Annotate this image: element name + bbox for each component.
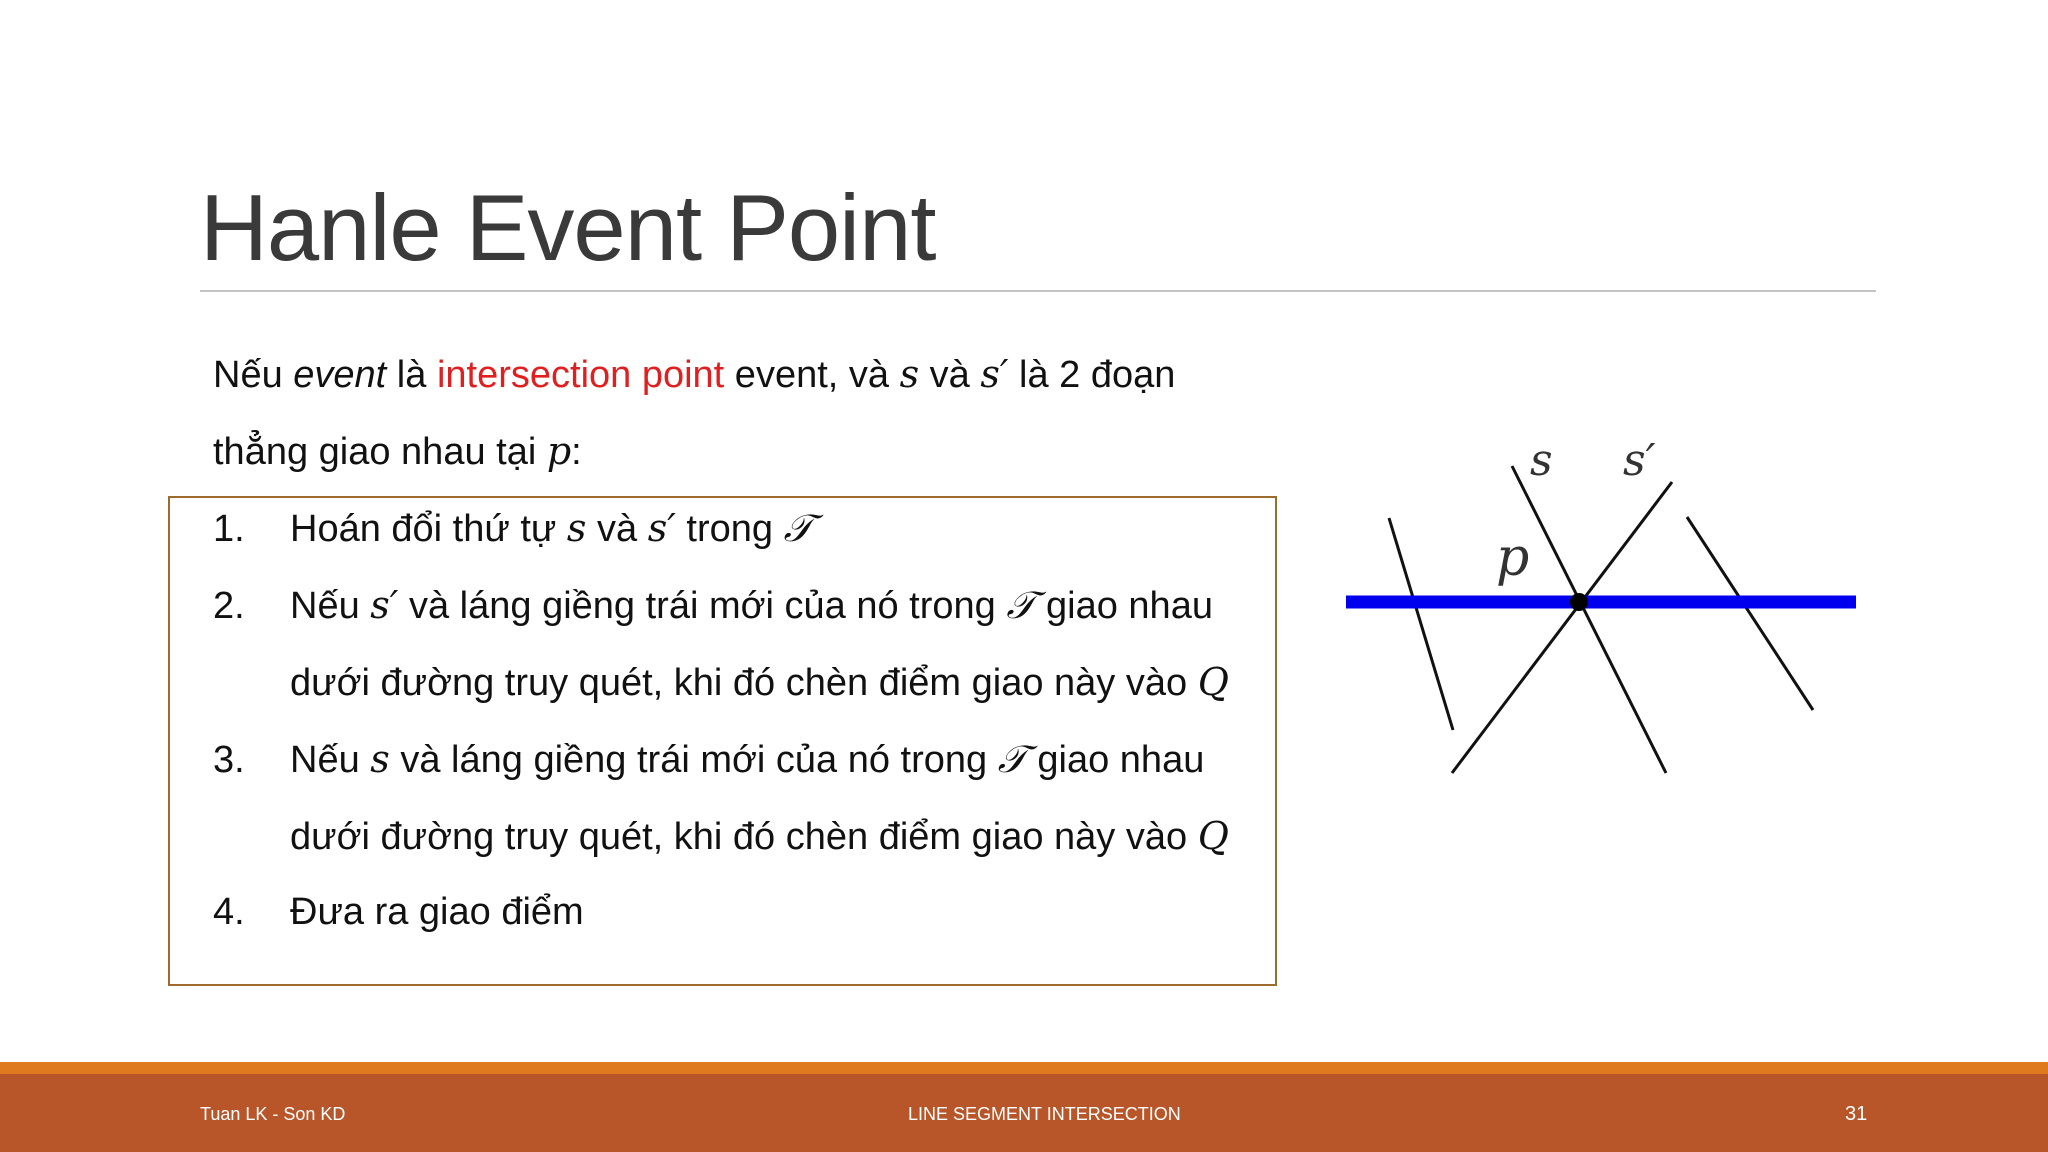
step-number: 1. xyxy=(213,508,245,550)
step-text: và láng giềng trái mới của nó trong xyxy=(398,585,1007,627)
title-divider xyxy=(200,290,1876,292)
step-text: Hoán đổi thứ tự xyxy=(290,508,567,550)
step-text: giao nhau xyxy=(1035,585,1213,627)
step-text: dưới đường truy quét, khi đó chèn điểm giao này vào xyxy=(290,816,1198,858)
footer-accent-stripe xyxy=(0,1062,2048,1074)
math-Q: Q xyxy=(1197,660,1229,704)
segment-s xyxy=(1512,466,1666,773)
math-T: 𝒯 xyxy=(997,737,1027,781)
page-number: 31 xyxy=(1845,1103,1868,1125)
math-p: p xyxy=(546,429,572,473)
step-number: 2. xyxy=(213,585,245,627)
step-1 xyxy=(213,490,813,567)
step-2-continuation xyxy=(290,644,1229,721)
step-2 xyxy=(213,567,1213,644)
math-s: s xyxy=(370,737,390,781)
step-text: và xyxy=(586,508,648,550)
math-T: 𝒯 xyxy=(783,506,813,550)
step-3-continuation xyxy=(290,798,1229,875)
math-s: s xyxy=(566,506,587,550)
step-text: Nếu xyxy=(290,739,371,781)
label-p: p xyxy=(1496,528,1530,588)
intro-event-word: event xyxy=(293,354,387,396)
step-text: Nếu xyxy=(290,585,371,627)
intersection-point xyxy=(1570,593,1588,611)
intro-text: Nếu xyxy=(213,354,294,396)
step-number: 4. xyxy=(213,891,245,933)
math-s-prime: s′ xyxy=(980,352,1009,396)
label-s-prime: s′ xyxy=(1623,435,1656,486)
intro-highlight: intersection point xyxy=(436,354,725,396)
label-s: s xyxy=(1530,435,1553,486)
math-T: 𝒯 xyxy=(1006,583,1036,627)
footer-author: Tuan LK - Son KD xyxy=(200,1104,346,1124)
step-text: Đưa ra giao điểm xyxy=(290,891,584,933)
math-s: s xyxy=(899,352,920,396)
math-s-prime: s′ xyxy=(647,506,676,550)
intro-text: : xyxy=(571,431,582,473)
step-number: 3. xyxy=(213,739,245,781)
intersection-diagram xyxy=(1330,410,1890,800)
math-s-prime: s′ xyxy=(370,583,399,627)
intro-text: là xyxy=(386,354,437,396)
step-4 xyxy=(213,874,584,950)
step-text: trong xyxy=(675,508,784,550)
intro-line-1 xyxy=(213,336,1283,413)
segment-left xyxy=(1389,518,1453,730)
intro-text: thẳng giao nhau tại xyxy=(213,431,547,473)
intro-text: và xyxy=(919,354,981,396)
step-3 xyxy=(213,721,1204,798)
step-text: dưới đường truy quét, khi đó chèn điểm giao này vào xyxy=(290,662,1198,704)
intro-text: là 2 đoạn xyxy=(1008,354,1176,396)
intro-text: event, và xyxy=(724,354,900,396)
slide-title: Hanle Event Point xyxy=(200,175,936,280)
math-Q: Q xyxy=(1197,814,1229,858)
step-text: giao nhau xyxy=(1026,739,1205,781)
footer-topic: LINE SEGMENT INTERSECTION xyxy=(908,1104,1181,1124)
step-text: và láng giềng trái mới của nó trong xyxy=(389,739,998,781)
intro-line-2 xyxy=(213,413,1283,490)
segment-right xyxy=(1687,517,1813,710)
segment-s-prime xyxy=(1452,482,1672,773)
